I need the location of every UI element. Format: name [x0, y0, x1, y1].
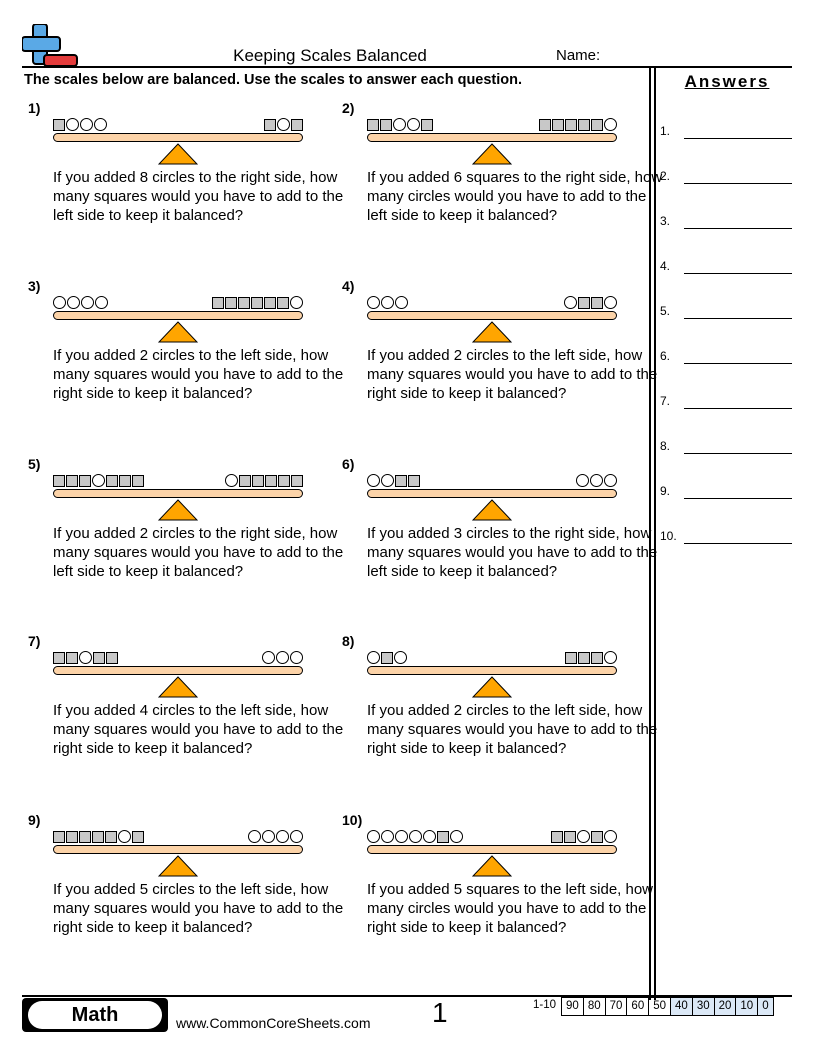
square-icon [53, 119, 65, 131]
problem-number: 2) [342, 100, 355, 116]
answer-blank[interactable] [684, 183, 792, 184]
square-icon [565, 119, 577, 131]
circle-icon [367, 651, 380, 664]
square-icon [252, 475, 264, 487]
problem-1 [22, 100, 344, 270]
problem-number: 5) [28, 456, 41, 472]
circle-icon [80, 118, 93, 131]
score-cell: 70 [605, 997, 628, 1016]
fulcrum-triangle-icon [158, 321, 198, 343]
circle-icon [409, 830, 422, 843]
fulcrum-triangle-icon [472, 143, 512, 165]
square-icon [53, 831, 65, 843]
question-text: If you added 5 squares to the left side, how many circles would you have to add to the right side to keep it balanced? [367, 881, 654, 936]
fulcrum-triangle-icon [158, 143, 198, 165]
score-cell: 50 [648, 997, 671, 1016]
answer-blank[interactable] [684, 363, 792, 364]
right-pan-objects [551, 830, 617, 844]
square-icon [395, 475, 407, 487]
answer-number: 6. [660, 349, 671, 363]
square-icon [578, 652, 590, 664]
square-icon [132, 831, 144, 843]
name-label: Name: [556, 47, 601, 64]
square-icon [66, 831, 78, 843]
square-icon [591, 652, 603, 664]
circle-icon [118, 830, 131, 843]
problem-number: 7) [28, 633, 41, 649]
circle-icon [262, 830, 275, 843]
circle-icon [262, 651, 275, 664]
circle-icon [276, 830, 289, 843]
answer-blank[interactable] [684, 453, 792, 454]
scale-beam [367, 489, 617, 498]
square-icon [119, 475, 131, 487]
page-title: Keeping Scales Balanced [233, 46, 427, 65]
circle-icon [290, 651, 303, 664]
square-icon [79, 475, 91, 487]
square-icon [53, 475, 65, 487]
circle-icon [450, 830, 463, 843]
score-range-label: 1-10 [533, 999, 557, 1011]
circle-icon [590, 474, 603, 487]
problem-number: 3) [28, 278, 41, 294]
problem-3 [22, 278, 344, 448]
square-icon [578, 119, 590, 131]
fulcrum-triangle-icon [158, 499, 198, 521]
square-icon [106, 475, 118, 487]
problem-number: 9) [28, 812, 41, 828]
right-pan-objects [225, 474, 303, 488]
score-cell: 40 [670, 997, 693, 1016]
question-text: If you added 8 circles to the right side, how many squares would you have to add to the left side to keep it balanced? [53, 169, 344, 224]
circle-icon [395, 296, 408, 309]
square-icon [105, 831, 117, 843]
question-text: If you added 4 circles to the left side, how many squares would you have to add to the right side to keep it balanced? [53, 702, 344, 757]
square-icon [380, 119, 392, 131]
circle-icon [276, 651, 289, 664]
left-pan-objects [367, 830, 463, 844]
circle-icon [367, 830, 380, 843]
answer-blank[interactable] [684, 318, 792, 319]
score-cell: 60 [626, 997, 649, 1016]
question-text: If you added 2 circles to the right side, how many squares would you have to add to the left side to keep it balanced? [53, 525, 344, 580]
answer-blank[interactable] [684, 408, 792, 409]
right-pan-objects [565, 651, 617, 665]
square-icon [277, 297, 289, 309]
circle-icon [604, 474, 617, 487]
answer-line[interactable] [660, 347, 792, 367]
circle-icon [423, 830, 436, 843]
circle-icon [367, 474, 380, 487]
square-icon [278, 475, 290, 487]
circle-icon [290, 830, 303, 843]
score-cell: 30 [692, 997, 715, 1016]
circle-icon [381, 296, 394, 309]
answer-line[interactable] [660, 167, 792, 187]
square-icon [225, 297, 237, 309]
circle-icon [381, 474, 394, 487]
left-pan-objects [367, 651, 407, 665]
right-pan-objects [576, 474, 617, 488]
circle-icon [381, 830, 394, 843]
answer-blank[interactable] [684, 498, 792, 499]
circle-icon [79, 651, 92, 664]
question-text: If you added 6 squares to the right side, how many circles would you have to add to the left side to keep it balanced? [367, 169, 663, 224]
right-pan-objects [564, 296, 617, 310]
answer-number: 8. [660, 439, 671, 453]
problem-number: 1) [28, 100, 41, 116]
problem-9 [22, 812, 344, 982]
answer-line[interactable] [660, 392, 792, 412]
scale-beam [53, 666, 303, 675]
scale-beam [53, 133, 303, 142]
circle-icon [577, 830, 590, 843]
answer-blank[interactable] [684, 543, 792, 544]
circle-icon [367, 296, 380, 309]
problem-number: 8) [342, 633, 355, 649]
left-pan-objects [367, 474, 420, 488]
circle-icon [407, 118, 420, 131]
square-icon [591, 119, 603, 131]
answer-number: 5. [660, 304, 671, 318]
circle-icon [393, 118, 406, 131]
square-icon [291, 119, 303, 131]
circle-icon [290, 296, 303, 309]
square-icon [565, 652, 577, 664]
answer-number: 10. [660, 529, 677, 543]
scale-beam [53, 845, 303, 854]
right-pan-objects [212, 296, 303, 310]
square-icon [578, 297, 590, 309]
problem-5 [22, 456, 344, 626]
answer-line[interactable] [660, 122, 792, 142]
square-icon [551, 831, 563, 843]
circle-icon [248, 830, 261, 843]
answer-number: 2. [660, 169, 671, 183]
square-icon [591, 297, 603, 309]
right-pan-objects [262, 651, 303, 665]
score-table [533, 997, 774, 1016]
scale-beam [53, 311, 303, 320]
circle-icon [277, 118, 290, 131]
circle-icon [604, 830, 617, 843]
square-icon [421, 119, 433, 131]
square-icon [93, 652, 105, 664]
left-pan-objects [367, 296, 408, 310]
square-icon [408, 475, 420, 487]
left-pan-objects [53, 474, 144, 488]
square-icon [437, 831, 449, 843]
problem-10 [336, 812, 654, 982]
answer-number: 7. [660, 394, 671, 408]
score-cell: 10 [735, 997, 758, 1016]
scale-beam [367, 845, 617, 854]
fulcrum-triangle-icon [472, 855, 512, 877]
circle-icon [67, 296, 80, 309]
subject-label: Math [28, 1001, 162, 1029]
fulcrum-triangle-icon [472, 676, 512, 698]
problem-number: 10) [342, 812, 363, 828]
answers-title: Answers [684, 72, 770, 91]
right-pan-objects [264, 118, 303, 132]
left-pan-objects [53, 118, 107, 132]
square-icon [367, 119, 379, 131]
answer-number: 3. [660, 214, 671, 228]
answer-blank[interactable] [684, 228, 792, 229]
question-text: If you added 5 circles to the left side, how many squares would you have to add to the right side to keep it balanced? [53, 881, 344, 936]
answer-blank[interactable] [684, 273, 792, 274]
square-icon [564, 831, 576, 843]
right-pan-objects [539, 118, 617, 132]
square-icon [66, 475, 78, 487]
scale-beam [367, 666, 617, 675]
left-pan-objects [53, 651, 118, 665]
problem-8 [336, 633, 658, 803]
fulcrum-triangle-icon [472, 499, 512, 521]
score-cell: 80 [583, 997, 606, 1016]
square-icon [53, 652, 65, 664]
square-icon [264, 297, 276, 309]
problem-6 [336, 456, 658, 626]
problem-4 [336, 278, 658, 448]
circle-icon [395, 830, 408, 843]
circle-icon [604, 118, 617, 131]
square-icon [238, 297, 250, 309]
circle-icon [66, 118, 79, 131]
fulcrum-triangle-icon [158, 855, 198, 877]
left-pan-objects [53, 830, 144, 844]
answer-line[interactable] [660, 212, 792, 232]
square-icon [106, 652, 118, 664]
problem-number: 4) [342, 278, 355, 294]
score-cell: 0 [757, 997, 773, 1016]
question-text: If you added 2 circles to the left side, how many squares would you have to add to the right side to keep it balanced? [53, 347, 344, 402]
square-icon [264, 119, 276, 131]
square-icon [265, 475, 277, 487]
answer-number: 1. [660, 124, 671, 138]
circle-icon [95, 296, 108, 309]
score-cell: 90 [561, 997, 584, 1016]
answer-line[interactable] [660, 302, 792, 322]
circle-icon [53, 296, 66, 309]
answer-number: 4. [660, 259, 671, 273]
fulcrum-triangle-icon [158, 676, 198, 698]
square-icon [381, 652, 393, 664]
left-pan-objects [367, 118, 433, 132]
answer-line[interactable] [660, 527, 792, 547]
circle-icon [576, 474, 589, 487]
circle-icon [94, 118, 107, 131]
square-icon [66, 652, 78, 664]
answer-number: 9. [660, 484, 671, 498]
circle-icon [394, 651, 407, 664]
square-icon [239, 475, 251, 487]
circle-icon [604, 296, 617, 309]
question-text: If you added 3 circles to the right side, how many squares would you have to add to the left side to keep it balanced? [367, 525, 658, 580]
score-cell: 20 [714, 997, 737, 1016]
site-url[interactable]: www.CommonCoreSheets.com [176, 1015, 371, 1031]
square-icon [251, 297, 263, 309]
answer-line[interactable] [660, 482, 792, 502]
square-icon [591, 831, 603, 843]
page-number: 1 [432, 997, 448, 1028]
circle-icon [564, 296, 577, 309]
problem-2 [336, 100, 663, 270]
square-icon [132, 475, 144, 487]
circle-icon [225, 474, 238, 487]
circle-icon [92, 474, 105, 487]
right-pan-objects [248, 830, 303, 844]
answer-line[interactable] [660, 257, 792, 277]
scale-beam [367, 311, 617, 320]
square-icon [79, 831, 91, 843]
header-rule [22, 66, 792, 68]
question-text: If you added 2 circles to the left side, how many squares would you have to add to the right side to keep it balanced? [367, 702, 658, 757]
left-pan-objects [53, 296, 108, 310]
scale-beam [367, 133, 617, 142]
circle-icon [604, 651, 617, 664]
square-icon [212, 297, 224, 309]
answer-blank[interactable] [684, 138, 792, 139]
square-icon [539, 119, 551, 131]
scale-beam [53, 489, 303, 498]
fulcrum-triangle-icon [472, 321, 512, 343]
square-icon [552, 119, 564, 131]
circle-icon [81, 296, 94, 309]
problem-7 [22, 633, 344, 803]
square-icon [291, 475, 303, 487]
square-icon [92, 831, 104, 843]
instructions: The scales below are balanced. Use the scales to answer each question. [24, 72, 523, 88]
question-text: If you added 2 circles to the left side, how many squares would you have to add to the right side to keep it balanced? [367, 347, 658, 402]
answer-line[interactable] [660, 437, 792, 457]
problem-number: 6) [342, 456, 355, 472]
